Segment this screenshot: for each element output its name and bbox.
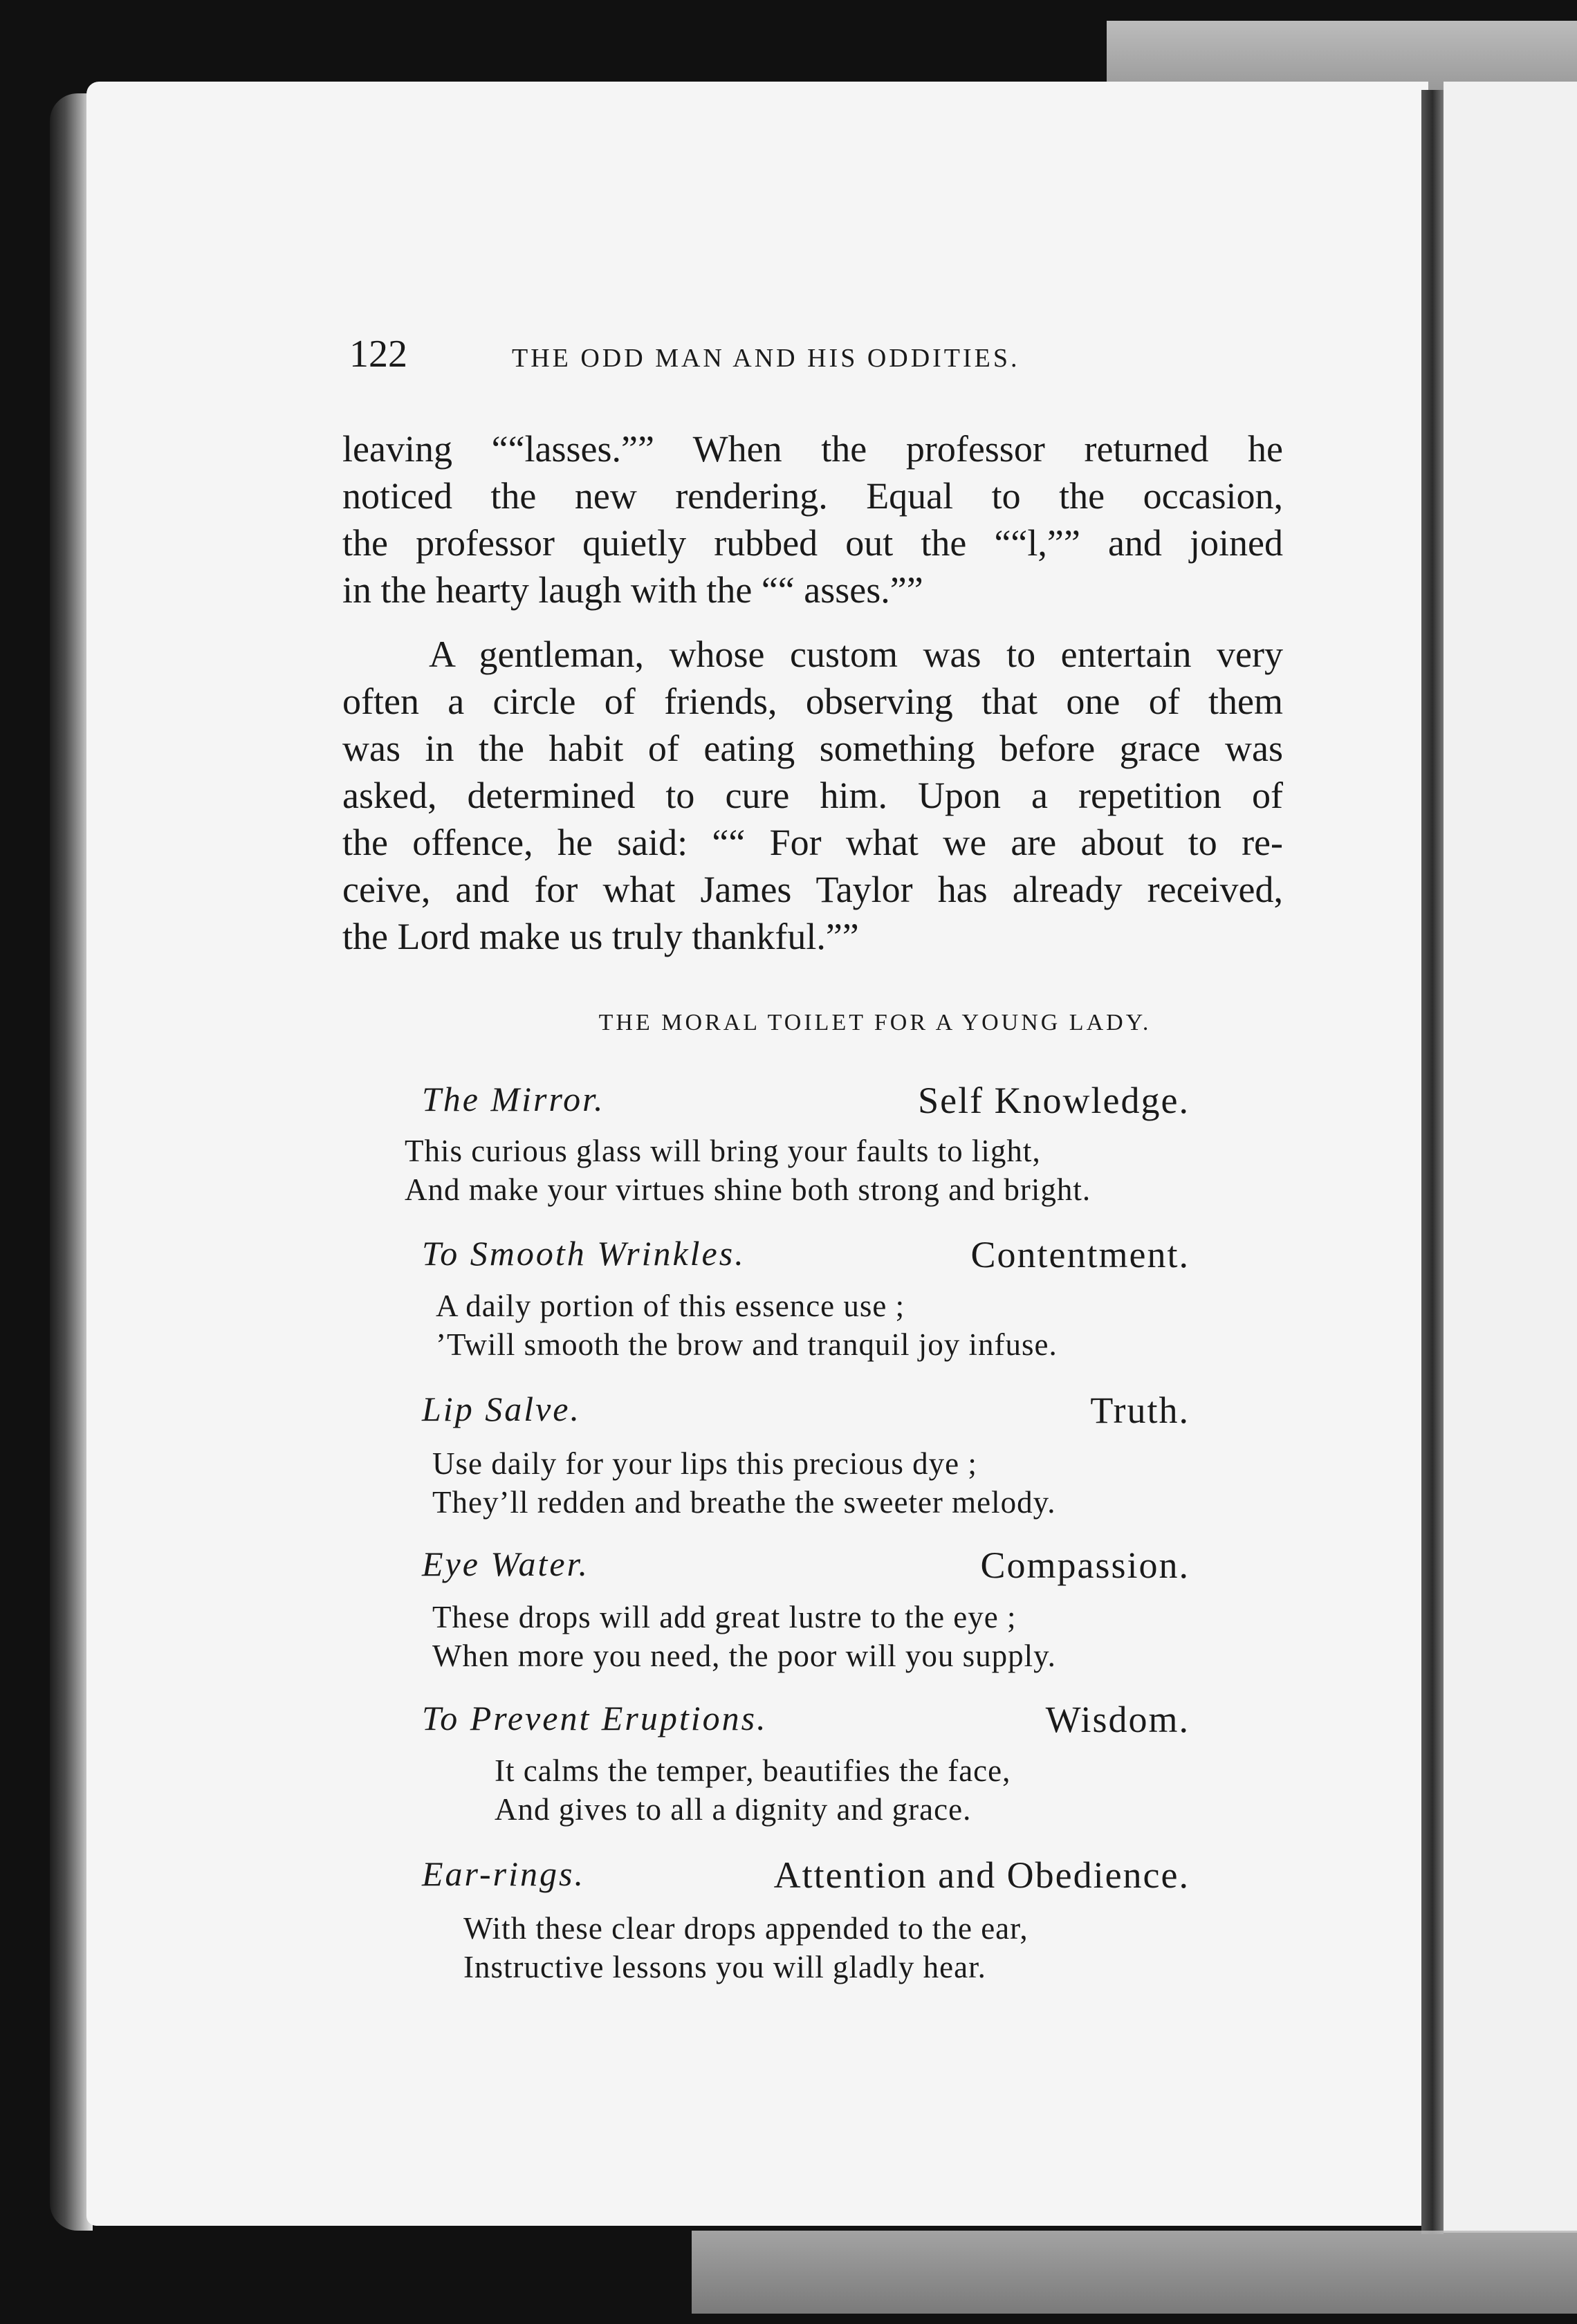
verse-line: Use daily for your lips this precious dye ; (432, 1446, 977, 1481)
entry-verse (405, 1132, 1091, 1209)
paragraph-1 (342, 425, 1283, 614)
toilet-entry-heading (422, 1079, 1190, 1127)
verse-line: Instructive lessons you will gladly hear. (463, 1950, 986, 1984)
scanner-edge-bottom (692, 2231, 1577, 2314)
paragraph-line: A gentleman, whose custom was to entertain very (429, 634, 1283, 675)
entry-virtue: Truth. (1090, 1390, 1190, 1431)
toilet-entry-heading (422, 1389, 1190, 1437)
entry-virtue: Attention and Obedience. (773, 1854, 1190, 1896)
entry-virtue: Compassion. (980, 1544, 1190, 1586)
toilet-entry-heading (422, 1233, 1190, 1282)
verse-line: When more you need, the poor will you supply. (432, 1639, 1056, 1673)
page-header (349, 332, 1283, 387)
paragraph-2 (342, 631, 1283, 960)
entry-verse (432, 1444, 1055, 1522)
paragraph-last-line: in the hearty laugh with the ““ asses.”” (342, 569, 923, 611)
verse-line: With these clear drops appended to the ear, (463, 1911, 1029, 1946)
entry-item-name: Lip Salve. (422, 1390, 581, 1428)
paragraph-line: was in the habit of eating something before grace was (342, 728, 1283, 769)
entry-item-name: Eye Water. (422, 1544, 589, 1583)
entry-verse (463, 1909, 1029, 1986)
entry-item-name: Ear-rings. (422, 1854, 585, 1893)
facing-page-edge (1444, 82, 1577, 2233)
toilet-entry-heading (422, 1698, 1190, 1746)
verse-line: And make your virtues shine both strong and bright. (405, 1172, 1091, 1207)
paragraph-line: asked, determined to cure him. Upon a repetition of (342, 775, 1283, 816)
verse-line: And gives to all a dignity and grace. (495, 1792, 972, 1827)
entry-item-name: The Mirror. (422, 1080, 605, 1118)
entry-verse (495, 1751, 1011, 1829)
entry-item-name: To Smooth Wrinkles. (422, 1234, 746, 1273)
verse-line: This curious glass will bring your faults to light, (405, 1134, 1041, 1168)
verse-line: It calms the temper, beautifies the face, (495, 1753, 1011, 1788)
toilet-entry-heading (422, 1544, 1190, 1592)
verse-line: They’ll redden and breathe the sweeter melody. (432, 1485, 1056, 1520)
running-head: THE ODD MAN AND HIS ODDITIES. (512, 344, 1020, 373)
verse-line: These drops will add great lustre to the eye ; (432, 1600, 1017, 1634)
entry-item-name: To Prevent Eruptions. (422, 1699, 768, 1737)
paragraph-line: often a circle of friends, observing that one of them (342, 681, 1283, 722)
verse-line: ’Twill smooth the brow and tranquil joy infuse. (436, 1327, 1058, 1362)
paragraph-line: the offence, he said: ““ For what we are about to re- (342, 822, 1283, 863)
paragraph-line: ceive, and for what James Taylor has already received, (342, 869, 1283, 910)
section-title: THE MORAL TOILET FOR A YOUNG LADY. (598, 1010, 1152, 1035)
paragraph-last-line: the Lord make us truly thankful.”” (342, 916, 859, 957)
book-gutter (1421, 90, 1444, 2234)
paragraph-line: leaving ““lasses.”” When the professor returned he (342, 428, 1283, 470)
scanner-edge-top (1107, 21, 1577, 90)
entry-verse (432, 1598, 1056, 1675)
toilet-entry-heading (422, 1854, 1190, 1902)
entry-virtue: Wisdom. (1045, 1699, 1190, 1740)
entry-virtue: Contentment. (970, 1234, 1190, 1275)
paragraph-line: noticed the new rendering. Equal to the occasion, (342, 475, 1283, 517)
page-number: 122 (349, 333, 407, 376)
entry-verse (436, 1286, 1058, 1364)
entry-virtue: Self Knowledge. (918, 1080, 1190, 1121)
verse-line: A daily portion of this essence use ; (436, 1289, 905, 1323)
paragraph-line: the professor quietly rubbed out the ““l,”” and joined (342, 522, 1283, 564)
